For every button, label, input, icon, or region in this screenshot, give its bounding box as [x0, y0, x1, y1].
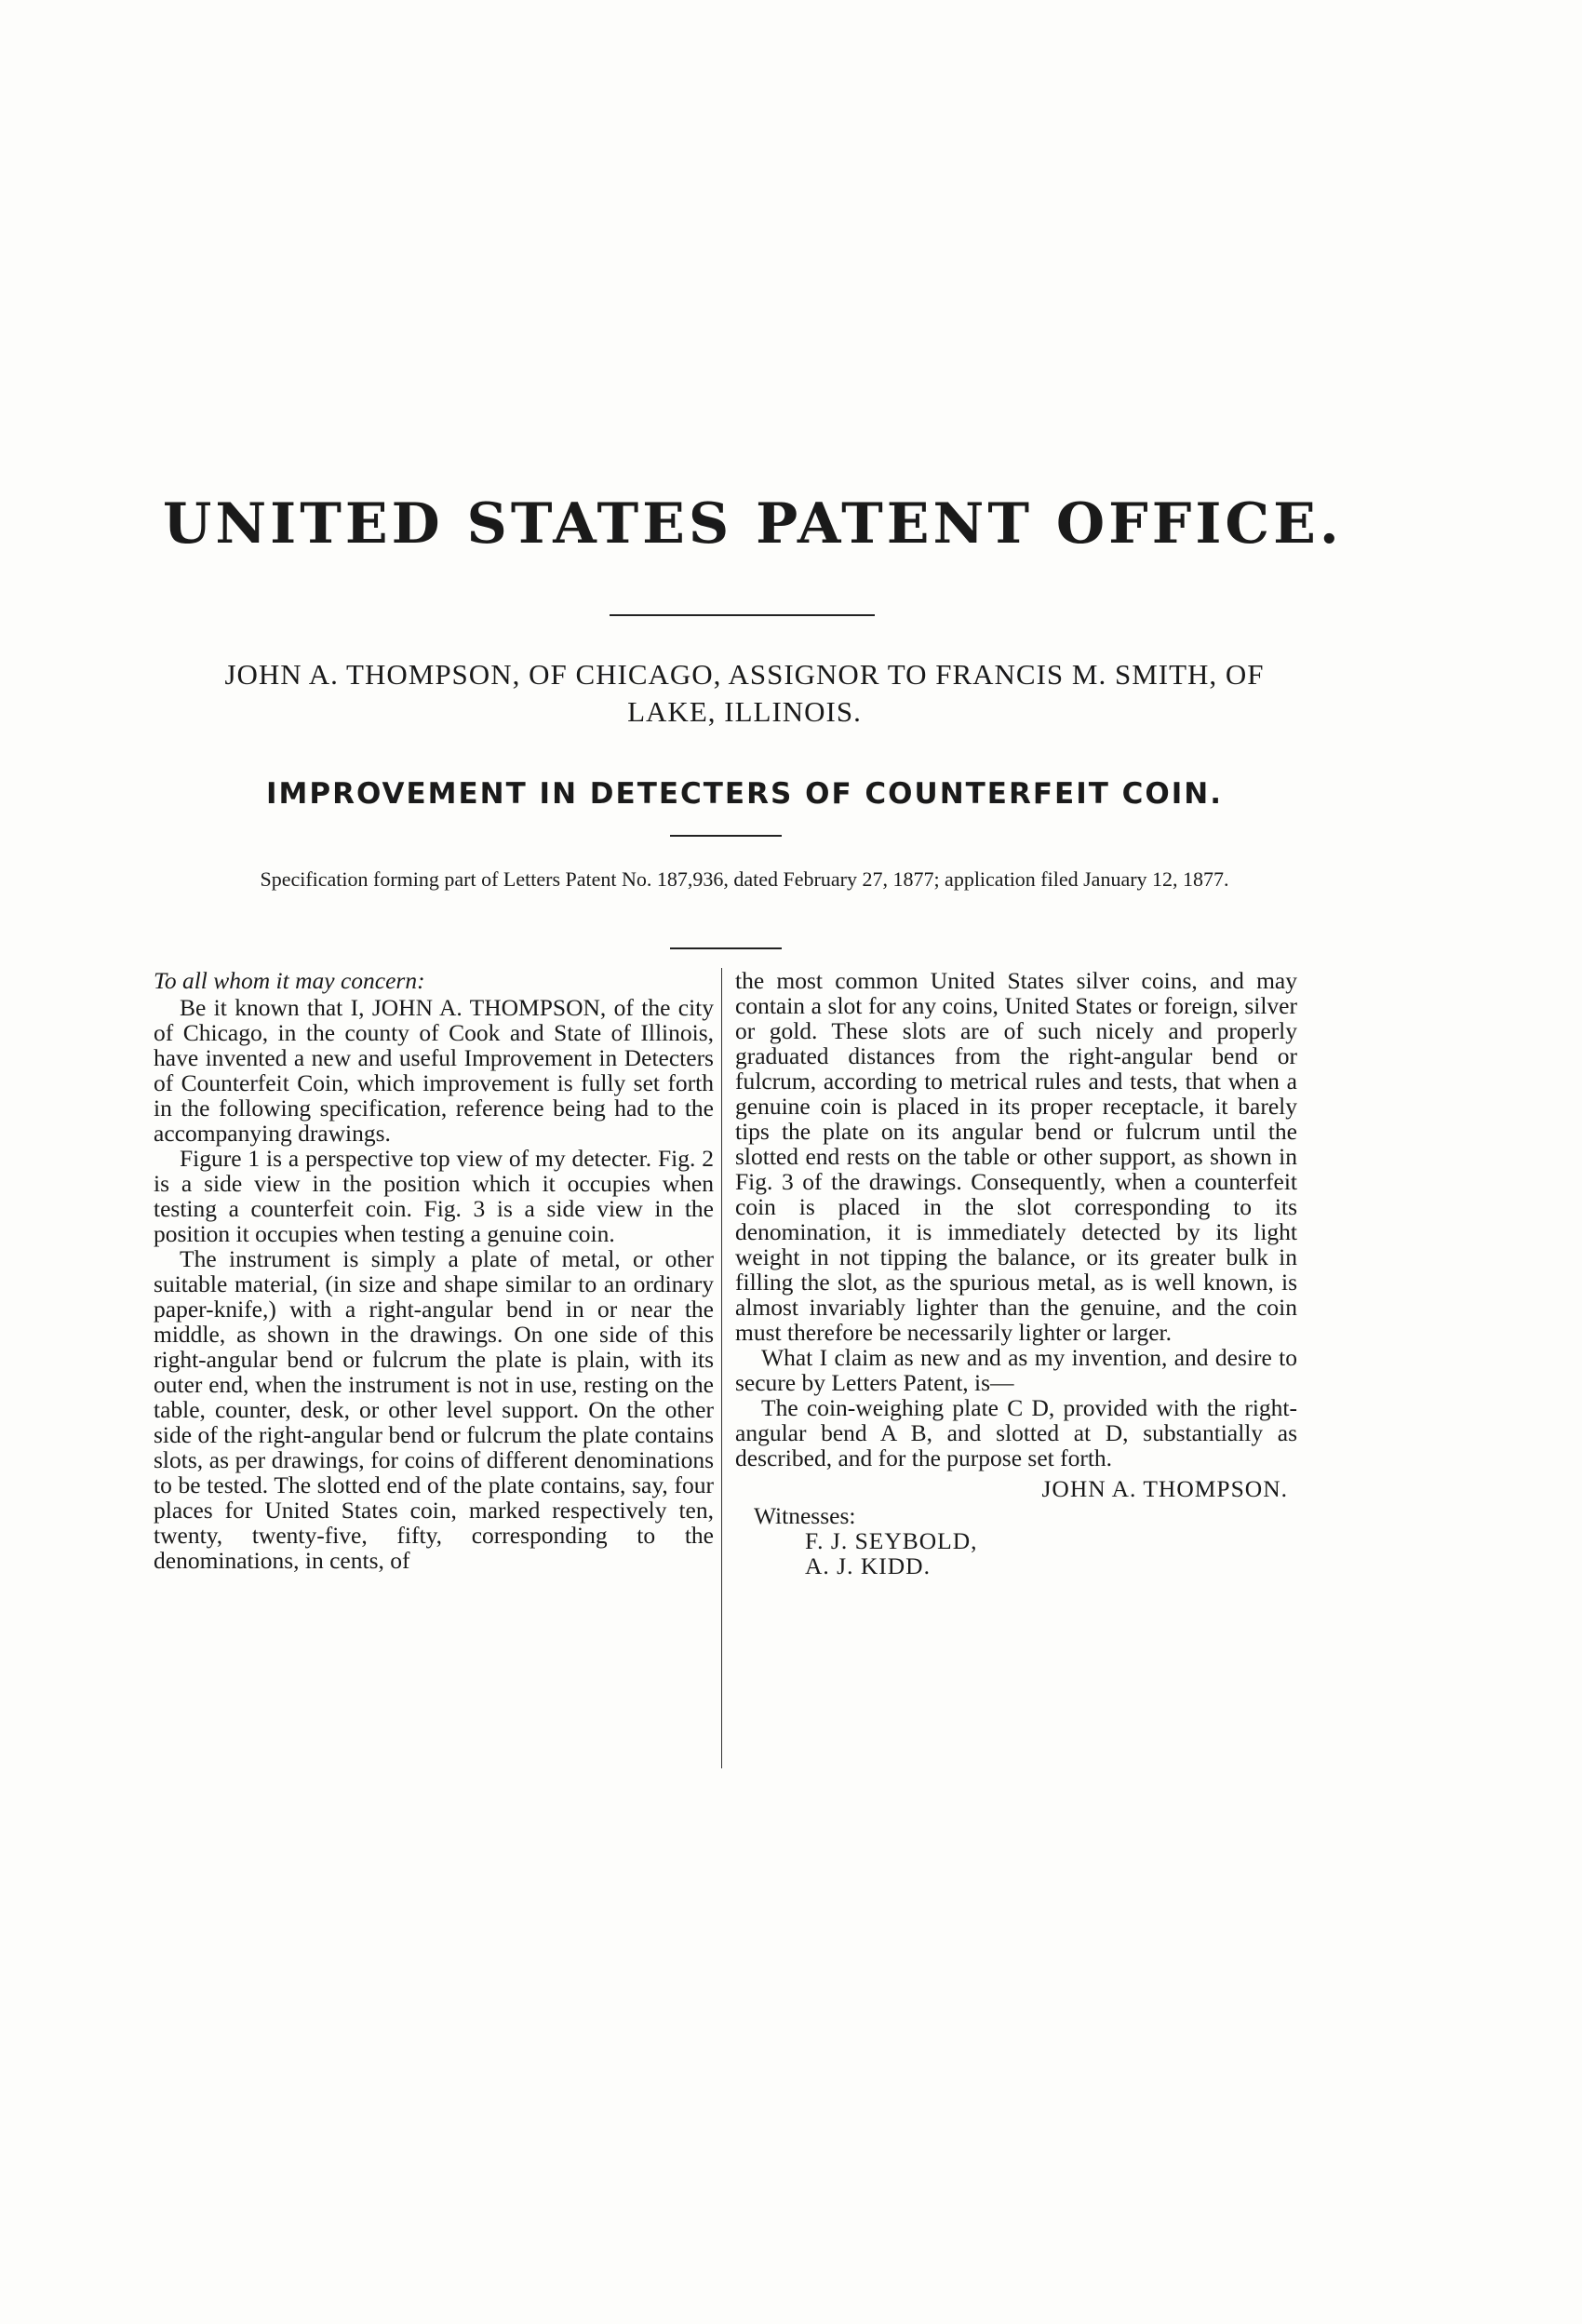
paragraph-continuation: the most common United States silver coins, and may contain a slot for any coins, United States or foreign, silver or gold. These slots are of such nicely and properly graduated distances from the right-angular bend or fulcrum, according to metrical rules and tests, that when a genuine coin is placed in its proper receptacle, it barely tips the plate on its angular bend or fulcrum until the slotted end rests on the table or other support, as shown in Fig. 3 of the drawings. Consequently, when a counterfeit coin is placed in the slot corresponding to its denomination, it is immediately detected by its light weight in not tipping the balance, or its greater bulk in filling the slot, as the spurious metal, as is well known, is almost invariably lighter than the genuine, and the coin must therefore be necessarily lighter or larger. [735, 967, 1297, 1346]
paragraph-declaration: Be it known that I, JOHN A. THOMPSON, of the city of Chicago, in the county of Cook and State of Illinois, have invented a new and useful Improvement in Detecters of Counterfeit Coin, which improvement is fully set forth in the following specification, reference being had to the accompanying drawings. [154, 994, 714, 1147]
witnesses-label: Witnesses: [754, 1502, 856, 1529]
paragraph-figures: Figure 1 is a perspective top view of my detecter. Fig. 2 is a side view in the position which it occupies when testing a counterfeit coin. Fig. 3 is a side view in the position it occupies when testing a genuine coin. [154, 1145, 714, 1247]
paragraph-claim-intro: What I claim as new and as my invention, and desire to secure by Letters Patent, is— [735, 1344, 1297, 1396]
witness-name: F. J. SEYBOLD, [805, 1527, 978, 1554]
subtitle-rule [670, 835, 782, 837]
parties-line-1: JOHN A. THOMPSON, OF CHICAGO, ASSIGNOR TO FRANCIS M. SMITH, OF [224, 658, 1265, 691]
specification-line: Specification forming part of Letters Patent No. 187,936, dated February 27, 1877; application filed January 12, 1877. [260, 867, 1229, 891]
invention-title: IMPROVEMENT IN DETECTERS OF COUNTERFEIT COIN. [265, 777, 1224, 811]
right-column [735, 968, 1297, 1578]
paragraph-claim: The coin-weighing plate C D, provided with the right-angular bend A B, and slotted at D, substantially as described, and for the purpose set forth. [735, 1394, 1297, 1471]
salutation: To all whom it may concern: [154, 967, 425, 994]
witness-name: A. J. KIDD. [805, 1552, 931, 1579]
paragraph-instrument: The instrument is simply a plate of metal, or other suitable material, (in size and shape similar to an ordinary paper-knife,) with a right-angular bend in or near the middle, as shown in the drawings. On one side of this right-angular bend or fulcrum the plate is plain, with its outer end, when the instrument is not in use, resting on the table, counter, desk, or other level support. On the other side of the right-angular bend or fulcrum the plate contains slots, as per drawings, for coins of different denominations to be tested. The slotted end of the plate contains, say, four places for United States coin, marked respectively ten, twenty, twenty-five, fifty, corresponding to the denominations, in cents, of [154, 1245, 714, 1574]
title-rule [610, 614, 875, 616]
parties-line-2: LAKE, ILLINOIS. [627, 695, 862, 728]
inventor-assignor-line [168, 656, 1321, 731]
left-column [154, 968, 714, 1573]
patent-office-title: UNITED STATES PATENT OFFICE. [163, 491, 1343, 557]
inventor-signature: JOHN A. THOMPSON. [1041, 1475, 1288, 1502]
column-divider [721, 968, 722, 1768]
specification-rule [670, 947, 782, 949]
